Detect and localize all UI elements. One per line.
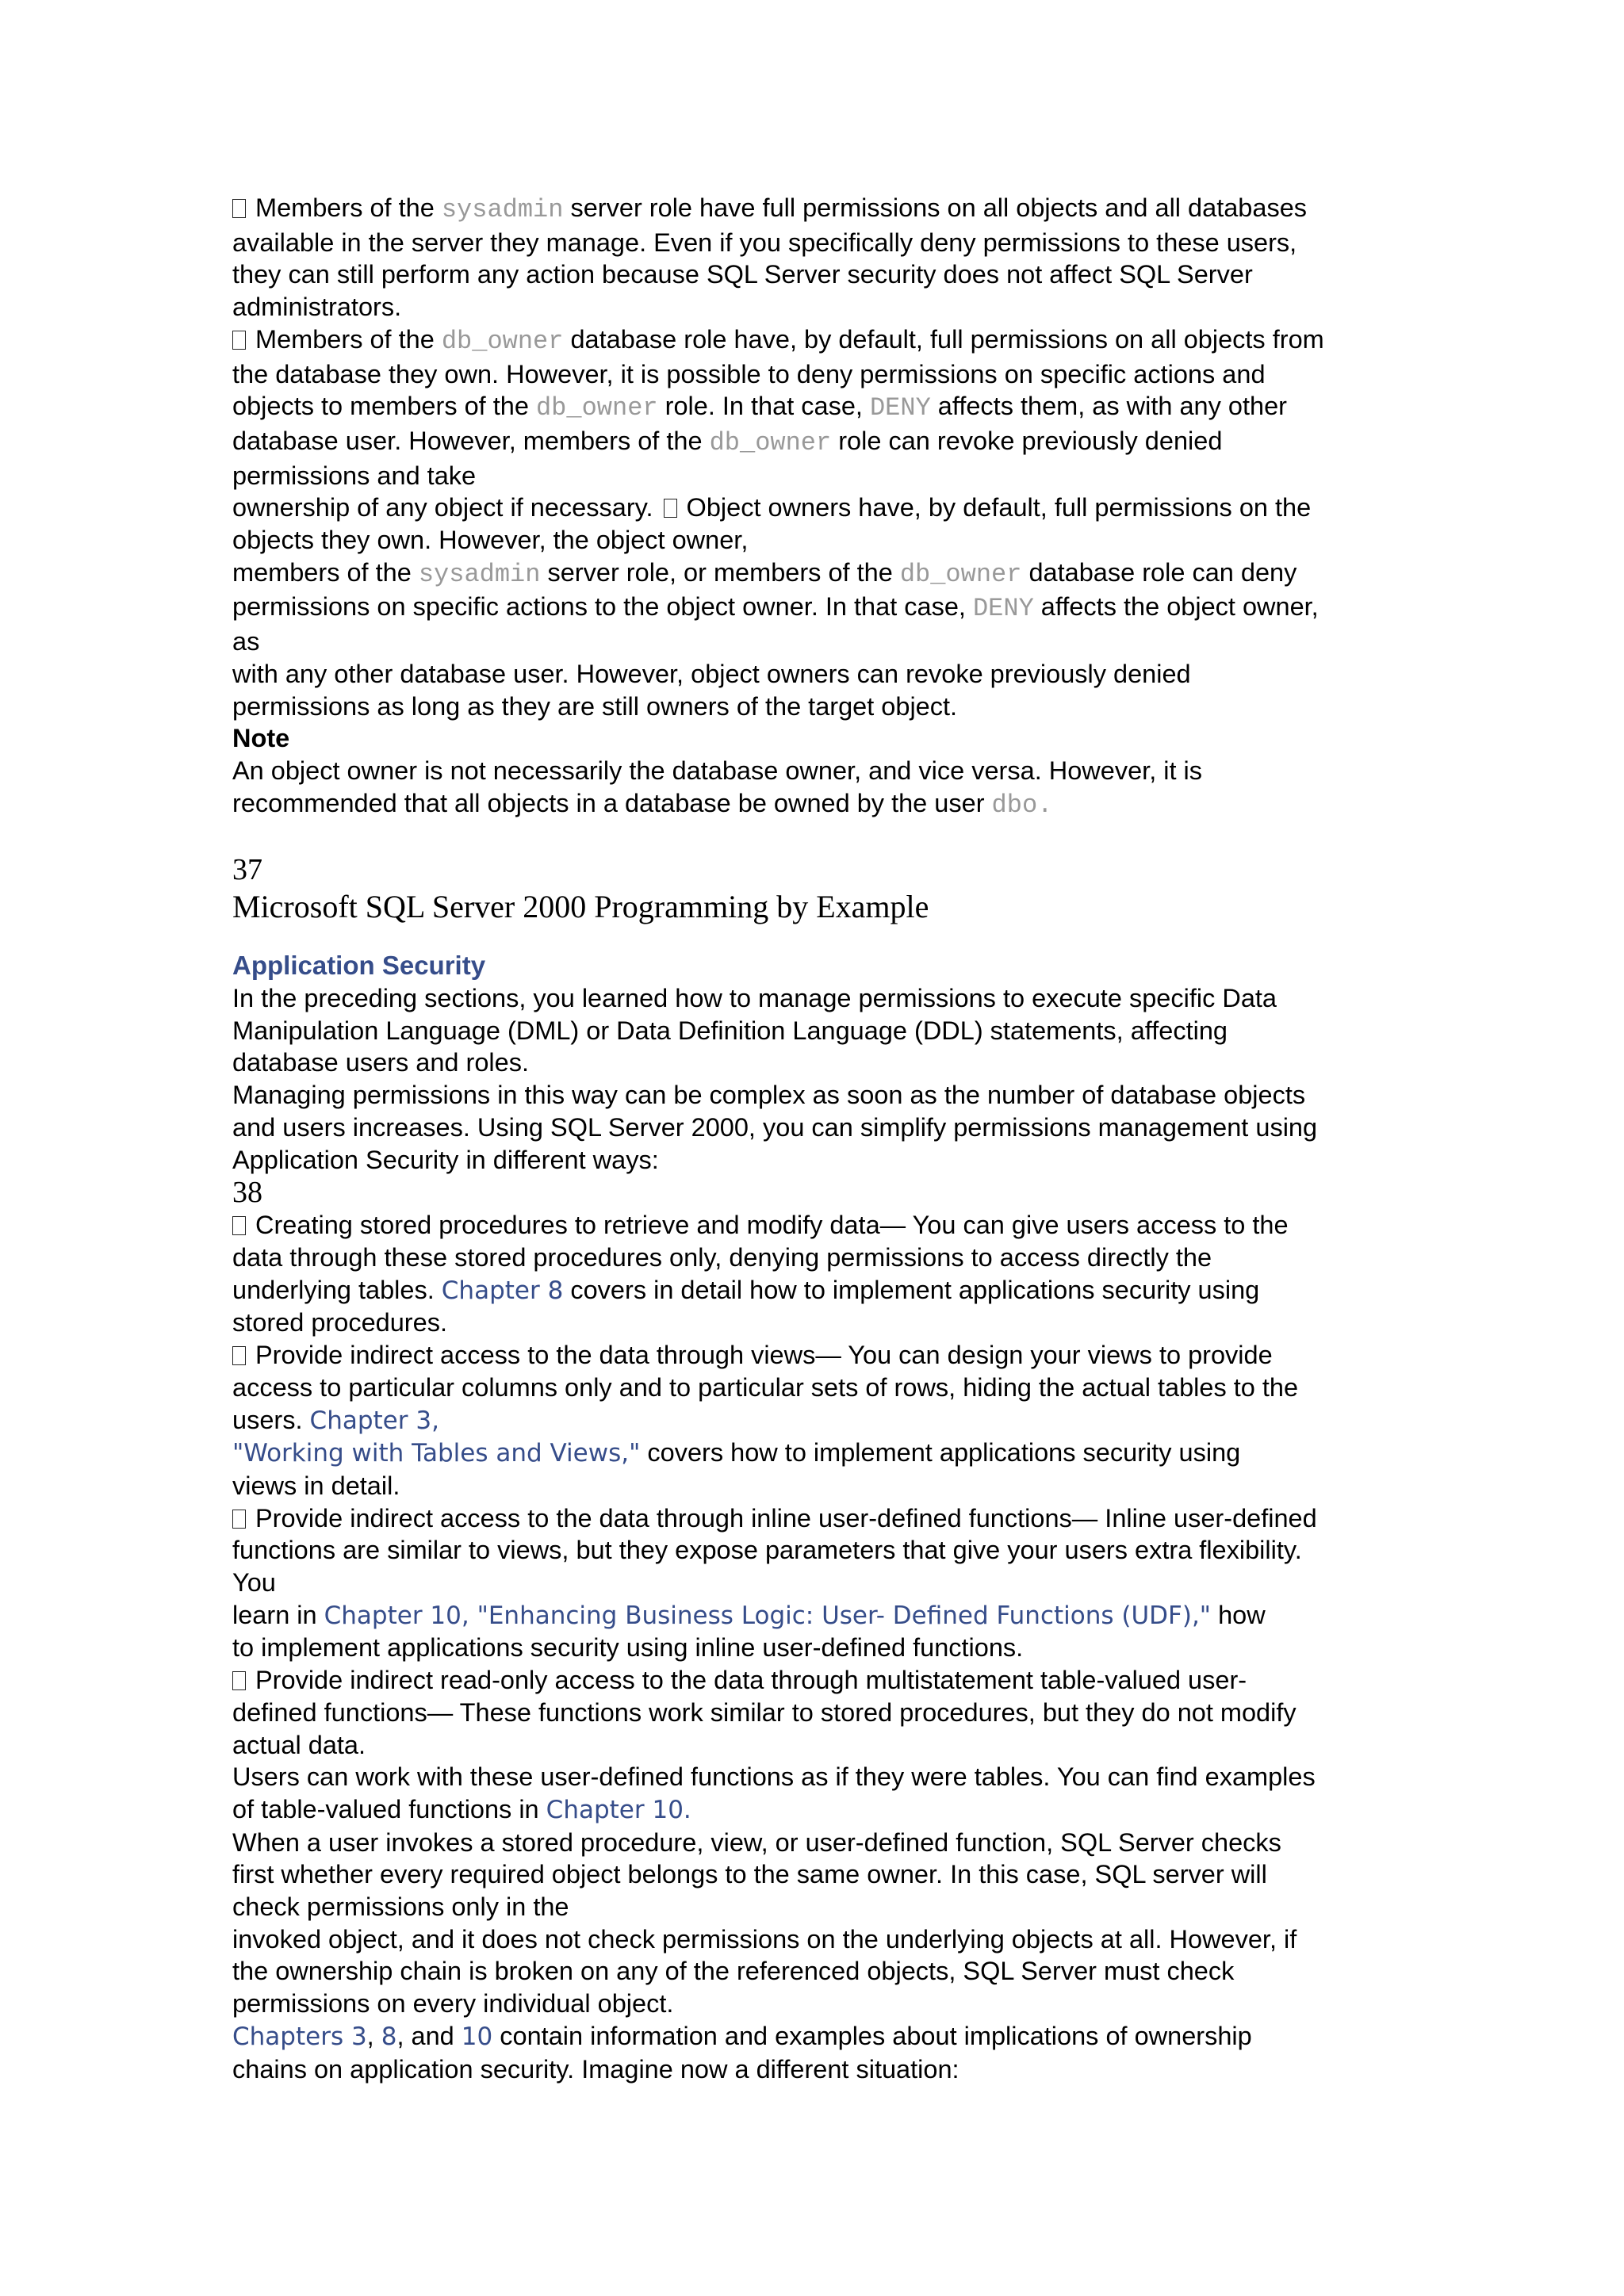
code-dbo: dbo. xyxy=(991,790,1053,820)
text-line: functions are similar to views, but they expose parameters that give your users extra flexibility. xyxy=(232,1536,1302,1565)
text-line: access to particular columns only and to particular sets of rows, hiding the actual tables to the xyxy=(232,1372,1299,1402)
code-sysadmin: sysadmin xyxy=(441,195,564,224)
chapter-link[interactable]: Chapter 8 xyxy=(441,1276,564,1305)
section-heading: Application Security xyxy=(232,951,486,981)
text-line: to implement applications security using inline user-defined functions. xyxy=(232,1633,1024,1663)
text-line: database users and roles. xyxy=(232,1048,529,1077)
text-line: Chapters 3, 8, and 10 contain information and examples about implications of ownership xyxy=(232,2021,1252,2051)
code-deny: DENY xyxy=(972,594,1034,624)
text-line: objects to members of the db_owner role. In that case, DENY affects them, as with any other xyxy=(232,392,1287,423)
text-line: Creating stored procedures to retrieve and modify data— You can give users access to the xyxy=(232,1209,1398,1242)
text-line: permissions on specific actions to the object owner. In that case, DENY affects the object owner, xyxy=(232,592,1319,624)
bullet-box-icon xyxy=(232,1346,246,1365)
text-line: users. Chapter 3, xyxy=(232,1405,439,1435)
note-text: recommended that all objects in a database be owned by the user dbo. xyxy=(232,788,1053,820)
text-line: When a user invokes a stored procedure, view, or user-defined function, SQL Server checks xyxy=(232,1827,1281,1857)
chapter-link[interactable]: 10 xyxy=(461,2022,493,2051)
code-db-owner: db_owner xyxy=(535,393,658,423)
chapter-link[interactable]: "Working with Tables and Views," xyxy=(232,1439,641,1468)
chapter-link[interactable]: 8 xyxy=(381,2022,397,2051)
text-line: permissions as long as they are still owners of the target object. xyxy=(232,691,958,721)
bullet-box-icon xyxy=(664,499,677,518)
text-line: of table-valued functions in Chapter 10. xyxy=(232,1794,691,1824)
note-text: An object owner is not necessarily the database owner, and vice versa. However, it is xyxy=(232,756,1203,785)
text-line: permissions and take xyxy=(232,461,477,490)
text-line: data through these stored procedures only, denying permissions to access directly the xyxy=(232,1242,1212,1272)
note-label: Note xyxy=(232,724,290,753)
page-number: 37 xyxy=(232,853,262,887)
text-line: as xyxy=(232,627,260,656)
text-line: objects they own. However, the object owner, xyxy=(232,526,749,555)
text-line: with any other database user. However, object owners can revoke previously denied xyxy=(232,659,1191,688)
code-db-owner: db_owner xyxy=(709,427,832,457)
text-line: Provide indirect access to the data through inline user-defined functions— Inline user-defined xyxy=(232,1502,1398,1535)
text-line: Application Security in different ways: xyxy=(232,1145,659,1174)
text-line: In the preceding sections, you learned how to manage permissions to execute specific Data xyxy=(232,984,1277,1013)
text-line: they can still perform any action because SQL Server security does not affect SQL Server xyxy=(232,260,1253,289)
chapter-link[interactable]: Chapter 3, xyxy=(309,1406,439,1435)
chapter-link[interactable]: Chapter 10. xyxy=(546,1795,691,1824)
bullet-box-icon xyxy=(232,1671,246,1690)
text-line: the database they own. However, it is possible to deny permissions on specific actions and xyxy=(232,359,1266,388)
text-line: Members of the db_owner database role have, by default, full permissions on all objects from xyxy=(232,323,1398,358)
document-page xyxy=(232,192,1398,2085)
code-sysadmin: sysadmin xyxy=(418,559,541,589)
bullet-box-icon xyxy=(232,1510,246,1529)
text-line: first whether every required object belongs to the same owner. In this case, SQL server will xyxy=(232,1860,1267,1889)
bullet-box-icon xyxy=(232,331,246,350)
text-line: actual data. xyxy=(232,1730,366,1759)
code-db-owner: db_owner xyxy=(899,559,1022,589)
text-line: Users can work with these user-defined functions as if they were tables. You can find examples xyxy=(232,1762,1316,1792)
text-line: defined functions— These functions work similar to stored procedures, but they do not modify xyxy=(232,1697,1297,1727)
text-line: You xyxy=(232,1568,276,1598)
text-line: and users increases. Using SQL Server 2000, you can simplify permissions management using xyxy=(232,1112,1318,1142)
text-line: learn in Chapter 10, "Enhancing Business Logic: User- Defined Functions (UDF)," how xyxy=(232,1600,1266,1630)
bullet-box-icon xyxy=(232,199,246,218)
text-line: permissions on every individual object. xyxy=(232,1989,674,2019)
bullet-box-icon xyxy=(232,1216,246,1235)
code-db-owner: db_owner xyxy=(441,326,564,356)
text-line: database user. However, members of the db_owner role can revoke previously denied xyxy=(232,426,1223,457)
chapter-link[interactable]: Chapter 10, "Enhancing Business Logic: User- Defined Functions (UDF)," xyxy=(324,1601,1212,1630)
text-line: "Working with Tables and Views," covers how to implement applications security using xyxy=(232,1438,1241,1468)
text-line: views in detail. xyxy=(232,1471,400,1500)
text-line: available in the server they manage. Even if you specifically deny permissions to these users, xyxy=(232,228,1297,257)
text-line: check permissions only in the xyxy=(232,1892,569,1922)
page-number: 38 xyxy=(232,1176,262,1210)
text-line: the ownership chain is broken on any of the referenced objects, SQL Server must check xyxy=(232,1957,1235,1986)
text-line: stored procedures. xyxy=(232,1308,447,1337)
text-line: chains on application security. Imagine now a different situation: xyxy=(232,2054,959,2084)
chapter-link[interactable]: Chapters 3 xyxy=(232,2022,367,2051)
text-line: Members of the sysadmin server role have full permissions on all objects and all databases xyxy=(232,192,1398,227)
text-line: invoked object, and it does not check permissions on the underlying objects at all. However, if xyxy=(232,1924,1297,1954)
text-line: administrators. xyxy=(232,293,402,322)
text-line: underlying tables. Chapter 8 covers in detail how to implement applications security using xyxy=(232,1275,1260,1305)
text-line: members of the sysadmin server role, or members of the db_owner database role can deny xyxy=(232,557,1297,589)
text-line: Manipulation Language (DML) or Data Definition Language (DDL) statements, affecting xyxy=(232,1016,1228,1045)
text-line: Provide indirect read-only access to the data through multistatement table-valued user- xyxy=(232,1664,1398,1697)
book-title: Microsoft SQL Server 2000 Programming by Example xyxy=(232,889,929,925)
text-line: Provide indirect access to the data through views— You can design your views to provide xyxy=(232,1339,1398,1372)
text-line: Managing permissions in this way can be complex as soon as the number of database objects xyxy=(232,1081,1306,1110)
text-line: ownership of any object if necessary. Object owners have, by default, full permissions on the xyxy=(232,493,1312,522)
code-deny: DENY xyxy=(869,393,931,423)
